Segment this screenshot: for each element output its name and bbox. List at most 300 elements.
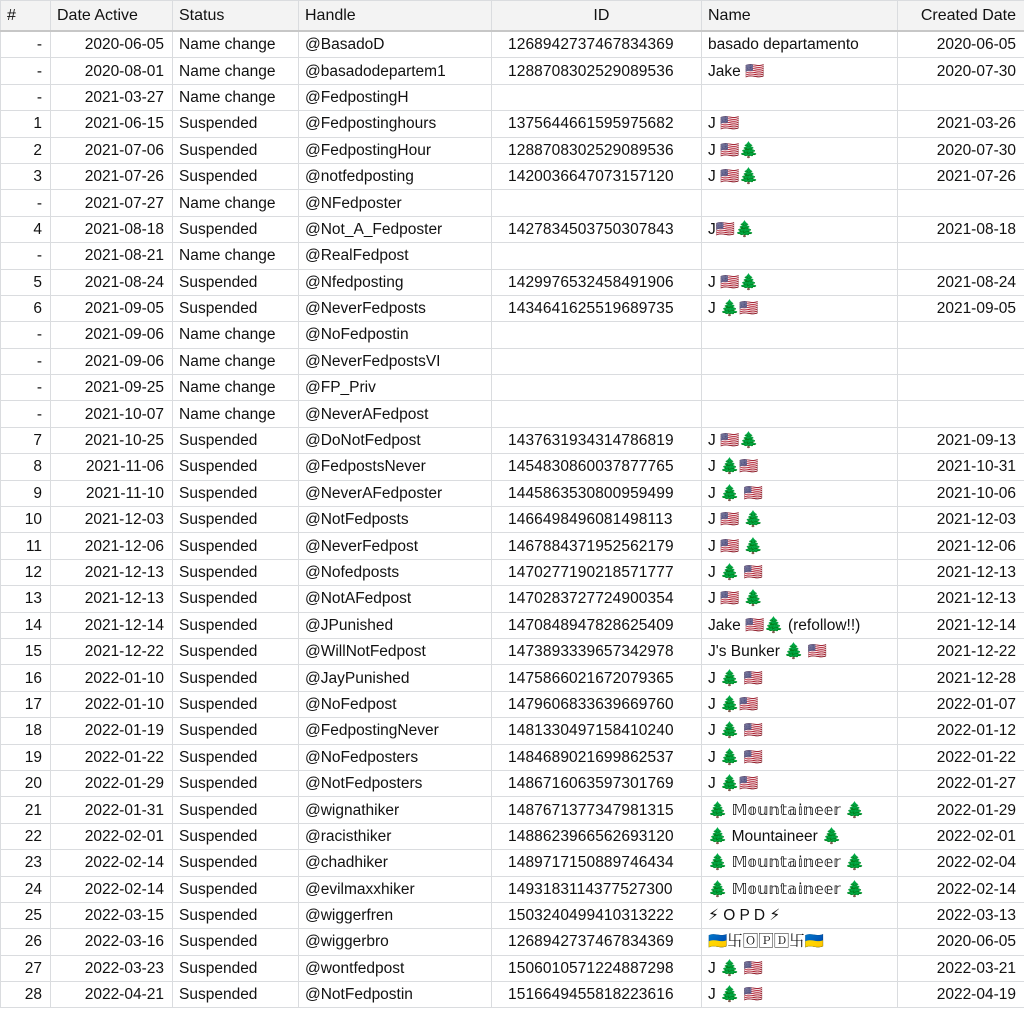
handle-cell[interactable]: @NotFedposts <box>299 507 492 533</box>
id-cell[interactable]: 1288708302529089536 <box>492 137 702 163</box>
name-cell[interactable]: J 🌲 🇺🇸 <box>702 955 898 981</box>
created-date-cell[interactable]: 2021-07-26 <box>898 163 1024 189</box>
status-cell[interactable]: Suspended <box>173 612 299 638</box>
created-date-cell[interactable] <box>898 348 1024 374</box>
table-row <box>1 691 1024 717</box>
status-cell[interactable]: Name change <box>173 190 299 216</box>
status-cell[interactable]: Suspended <box>173 823 299 849</box>
id-cell[interactable]: 1488623966562693120 <box>492 823 702 849</box>
status-cell[interactable]: Suspended <box>173 586 299 612</box>
row-number-cell[interactable]: 15 <box>1 638 51 664</box>
created-date-cell[interactable]: 2021-12-28 <box>898 665 1024 691</box>
status-cell[interactable]: Suspended <box>173 665 299 691</box>
name-cell[interactable]: J 🌲🇺🇸 <box>702 770 898 796</box>
status-cell[interactable]: Name change <box>173 84 299 110</box>
id-cell[interactable] <box>492 322 702 348</box>
id-cell[interactable]: 1268942737467834369 <box>492 31 702 58</box>
id-cell[interactable]: 1429976532458491906 <box>492 269 702 295</box>
date-active-cell[interactable]: 2022-03-23 <box>51 955 173 981</box>
id-cell[interactable]: 1470277190218571777 <box>492 559 702 585</box>
handle-cell[interactable]: @NoFedposters <box>299 744 492 770</box>
column-header-id[interactable]: ID <box>492 1 702 32</box>
row-number-cell[interactable]: 21 <box>1 797 51 823</box>
id-cell[interactable]: 1484689021699862537 <box>492 744 702 770</box>
handle-cell[interactable]: @NeverFedpost <box>299 533 492 559</box>
name-cell[interactable]: 🇺🇦卐🄾🄿🄳卐🇺🇦 <box>702 929 898 955</box>
date-active-cell[interactable]: 2022-02-14 <box>51 850 173 876</box>
id-cell[interactable]: 1427834503750307843 <box>492 216 702 242</box>
status-cell[interactable]: Suspended <box>173 797 299 823</box>
row-number-cell[interactable]: 28 <box>1 982 51 1008</box>
table-row <box>1 559 1024 585</box>
date-active-cell[interactable]: 2021-07-06 <box>51 137 173 163</box>
date-active-cell[interactable]: 2021-08-24 <box>51 269 173 295</box>
created-date-cell[interactable]: 2021-12-13 <box>898 586 1024 612</box>
date-active-cell[interactable]: 2020-08-01 <box>51 58 173 84</box>
status-cell[interactable]: Suspended <box>173 902 299 928</box>
name-cell[interactable] <box>702 348 898 374</box>
row-number-cell[interactable]: 18 <box>1 718 51 744</box>
date-active-cell[interactable]: 2021-12-14 <box>51 612 173 638</box>
date-active-cell[interactable]: 2021-11-06 <box>51 454 173 480</box>
handle-cell[interactable]: @FedpostingHour <box>299 137 492 163</box>
handle-cell[interactable]: @JayPunished <box>299 665 492 691</box>
id-cell[interactable] <box>492 348 702 374</box>
row-number-cell[interactable]: 13 <box>1 586 51 612</box>
row-number-cell[interactable]: 27 <box>1 955 51 981</box>
date-active-cell[interactable]: 2021-10-07 <box>51 401 173 427</box>
id-cell[interactable]: 1493183114377527300 <box>492 876 702 902</box>
row-number-cell[interactable]: - <box>1 401 51 427</box>
name-cell[interactable] <box>702 190 898 216</box>
created-date-cell[interactable]: 2021-10-06 <box>898 480 1024 506</box>
row-number-cell[interactable]: - <box>1 322 51 348</box>
date-active-cell[interactable]: 2021-12-03 <box>51 507 173 533</box>
name-cell[interactable]: 🌲 Mountaineer 🌲 <box>702 823 898 849</box>
id-cell[interactable] <box>492 243 702 269</box>
id-cell[interactable]: 1470848947828625409 <box>492 612 702 638</box>
date-active-cell[interactable]: 2021-09-25 <box>51 375 173 401</box>
date-active-cell[interactable]: 2022-01-10 <box>51 665 173 691</box>
table-row <box>1 163 1024 189</box>
date-active-cell[interactable]: 2022-01-22 <box>51 744 173 770</box>
created-date-cell[interactable]: 2022-03-21 <box>898 955 1024 981</box>
status-cell[interactable]: Suspended <box>173 269 299 295</box>
status-cell[interactable]: Suspended <box>173 137 299 163</box>
handle-cell[interactable]: @Nofedposts <box>299 559 492 585</box>
handle-cell[interactable]: @wiggerfren <box>299 902 492 928</box>
row-number-cell[interactable]: 3 <box>1 163 51 189</box>
created-date-cell[interactable]: 2021-12-22 <box>898 638 1024 664</box>
status-cell[interactable]: Suspended <box>173 163 299 189</box>
status-cell[interactable]: Suspended <box>173 982 299 1008</box>
handle-cell[interactable]: @FP_Priv <box>299 375 492 401</box>
column-header-created-date[interactable]: Created Date <box>898 1 1024 32</box>
id-cell[interactable]: 1437631934314786819 <box>492 427 702 453</box>
date-active-cell[interactable]: 2022-04-21 <box>51 982 173 1008</box>
table-row <box>1 480 1024 506</box>
row-number-cell[interactable]: 16 <box>1 665 51 691</box>
column-header-status[interactable]: Status <box>173 1 299 32</box>
name-cell[interactable]: J 🌲 🇺🇸 <box>702 718 898 744</box>
table-row <box>1 269 1024 295</box>
created-date-cell[interactable]: 2020-06-05 <box>898 929 1024 955</box>
created-date-cell[interactable]: 2021-12-06 <box>898 533 1024 559</box>
handle-cell[interactable]: @NeverFedposts <box>299 295 492 321</box>
table-row <box>1 612 1024 638</box>
table-row <box>1 507 1024 533</box>
date-active-cell[interactable]: 2021-07-27 <box>51 190 173 216</box>
table-row <box>1 58 1024 84</box>
status-cell[interactable]: Suspended <box>173 638 299 664</box>
id-cell[interactable] <box>492 84 702 110</box>
name-cell[interactable] <box>702 322 898 348</box>
table-row <box>1 665 1024 691</box>
table-body <box>1 31 1024 1008</box>
created-date-cell[interactable] <box>898 84 1024 110</box>
name-cell[interactable]: J 🇺🇸🌲 <box>702 163 898 189</box>
created-date-cell[interactable]: 2020-07-30 <box>898 58 1024 84</box>
table-row <box>1 111 1024 137</box>
row-number-cell[interactable]: - <box>1 84 51 110</box>
id-cell[interactable]: 1454830860037877765 <box>492 454 702 480</box>
table-row <box>1 744 1024 770</box>
name-cell[interactable]: J 🌲 🇺🇸 <box>702 982 898 1008</box>
date-active-cell[interactable]: 2021-06-15 <box>51 111 173 137</box>
created-date-cell[interactable]: 2021-09-05 <box>898 295 1024 321</box>
name-cell[interactable]: J 🇺🇸 🌲 <box>702 507 898 533</box>
date-active-cell[interactable]: 2021-03-27 <box>51 84 173 110</box>
created-date-cell[interactable]: 2021-03-26 <box>898 111 1024 137</box>
handle-cell[interactable]: @evilmaxxhiker <box>299 876 492 902</box>
handle-cell[interactable]: @notfedposting <box>299 163 492 189</box>
table-row <box>1 797 1024 823</box>
status-cell[interactable]: Suspended <box>173 929 299 955</box>
status-cell[interactable]: Name change <box>173 375 299 401</box>
handle-cell[interactable]: @wiggerbro <box>299 929 492 955</box>
row-number-cell[interactable]: 8 <box>1 454 51 480</box>
date-active-cell[interactable]: 2021-11-10 <box>51 480 173 506</box>
table-row <box>1 190 1024 216</box>
name-cell[interactable] <box>702 84 898 110</box>
created-date-cell[interactable] <box>898 190 1024 216</box>
row-number-cell[interactable]: - <box>1 58 51 84</box>
created-date-cell[interactable]: 2022-01-27 <box>898 770 1024 796</box>
table-row <box>1 982 1024 1008</box>
table-row <box>1 375 1024 401</box>
id-cell[interactable]: 1486716063597301769 <box>492 770 702 796</box>
created-date-cell[interactable]: 2022-01-29 <box>898 797 1024 823</box>
column-header-name[interactable]: Name <box>702 1 898 32</box>
row-number-cell[interactable]: 10 <box>1 507 51 533</box>
handle-cell[interactable]: @wignathiker <box>299 797 492 823</box>
created-date-cell[interactable] <box>898 322 1024 348</box>
name-cell[interactable]: ⚡ O P D ⚡ <box>702 902 898 928</box>
name-cell[interactable] <box>702 401 898 427</box>
name-cell[interactable]: J 🌲🇺🇸 <box>702 454 898 480</box>
id-cell[interactable]: 1445863530800959499 <box>492 480 702 506</box>
table-row <box>1 84 1024 110</box>
name-cell[interactable]: J 🌲🇺🇸 <box>702 295 898 321</box>
date-active-cell[interactable]: 2021-07-26 <box>51 163 173 189</box>
created-date-cell[interactable] <box>898 243 1024 269</box>
id-cell[interactable]: 1466498496081498113 <box>492 507 702 533</box>
handle-cell[interactable]: @FedpostsNever <box>299 454 492 480</box>
handle-cell[interactable]: @chadhiker <box>299 850 492 876</box>
name-cell[interactable]: J 🌲 🇺🇸 <box>702 744 898 770</box>
date-active-cell[interactable]: 2021-09-06 <box>51 348 173 374</box>
row-number-cell[interactable]: 4 <box>1 216 51 242</box>
row-number-cell[interactable]: 2 <box>1 137 51 163</box>
table-row <box>1 876 1024 902</box>
table-row <box>1 427 1024 453</box>
id-cell[interactable] <box>492 375 702 401</box>
created-date-cell[interactable]: 2022-01-22 <box>898 744 1024 770</box>
id-cell[interactable] <box>492 401 702 427</box>
handle-cell[interactable]: @WillNotFedpost <box>299 638 492 664</box>
column-header-handle[interactable]: Handle <box>299 1 492 32</box>
name-cell[interactable]: Jake 🇺🇸 <box>702 58 898 84</box>
status-cell[interactable]: Suspended <box>173 533 299 559</box>
id-cell[interactable]: 1516649455818223616 <box>492 982 702 1008</box>
handle-cell[interactable]: @DoNotFedpost <box>299 427 492 453</box>
id-cell[interactable] <box>492 190 702 216</box>
name-cell[interactable]: basado departamento <box>702 31 898 58</box>
handle-cell[interactable]: @RealFedpost <box>299 243 492 269</box>
handle-cell[interactable]: @NeverAFedpost <box>299 401 492 427</box>
date-active-cell[interactable]: 2022-02-14 <box>51 876 173 902</box>
id-cell[interactable]: 1420036647073157120 <box>492 163 702 189</box>
handle-cell[interactable]: @NeverFedpostsVI <box>299 348 492 374</box>
header-row <box>1 1 1024 32</box>
status-cell[interactable]: Suspended <box>173 427 299 453</box>
name-cell[interactable]: J 🌲🇺🇸 <box>702 691 898 717</box>
row-number-cell[interactable]: - <box>1 375 51 401</box>
row-number-cell[interactable]: 12 <box>1 559 51 585</box>
handle-cell[interactable]: @NoFedpost <box>299 691 492 717</box>
date-active-cell[interactable]: 2022-03-15 <box>51 902 173 928</box>
handle-cell[interactable]: @Not_A_Fedposter <box>299 216 492 242</box>
table-row <box>1 295 1024 321</box>
id-cell[interactable]: 1475866021672079365 <box>492 665 702 691</box>
id-cell[interactable]: 1479606833639669760 <box>492 691 702 717</box>
row-number-cell[interactable]: 24 <box>1 876 51 902</box>
created-date-cell[interactable]: 2022-02-14 <box>898 876 1024 902</box>
name-cell[interactable]: J🇺🇸🌲 <box>702 216 898 242</box>
id-cell[interactable]: 1467884371952562179 <box>492 533 702 559</box>
status-cell[interactable]: Suspended <box>173 507 299 533</box>
handle-cell[interactable]: @racisthiker <box>299 823 492 849</box>
id-cell[interactable]: 1268942737467834369 <box>492 929 702 955</box>
name-cell[interactable]: 🌲 𝕄𝕠𝕦𝕟𝕥𝕒𝕚𝕟𝕖𝕖𝕣 🌲 <box>702 797 898 823</box>
date-active-cell[interactable]: 2022-01-29 <box>51 770 173 796</box>
column-header-date-active[interactable]: Date Active <box>51 1 173 32</box>
created-date-cell[interactable]: 2021-12-14 <box>898 612 1024 638</box>
row-number-cell[interactable]: - <box>1 348 51 374</box>
date-active-cell[interactable]: 2021-12-06 <box>51 533 173 559</box>
status-cell[interactable]: Suspended <box>173 295 299 321</box>
handle-cell[interactable]: @basadodepartem1 <box>299 58 492 84</box>
status-cell[interactable]: Name change <box>173 243 299 269</box>
created-date-cell[interactable]: 2021-10-31 <box>898 454 1024 480</box>
row-number-cell[interactable]: - <box>1 190 51 216</box>
created-date-cell[interactable]: 2021-09-13 <box>898 427 1024 453</box>
name-cell[interactable]: 🌲 𝕄𝕠𝕦𝕟𝕥𝕒𝕚𝕟𝕖𝕖𝕣 🌲 <box>702 876 898 902</box>
created-date-cell[interactable]: 2020-06-05 <box>898 31 1024 58</box>
table-row <box>1 137 1024 163</box>
handle-cell[interactable]: @FedpostingH <box>299 84 492 110</box>
name-cell[interactable]: Jake 🇺🇸🌲 (refollow!!) <box>702 612 898 638</box>
table-row <box>1 638 1024 664</box>
created-date-cell[interactable]: 2021-12-13 <box>898 559 1024 585</box>
created-date-cell[interactable]: 2022-02-01 <box>898 823 1024 849</box>
id-cell[interactable]: 1288708302529089536 <box>492 58 702 84</box>
id-cell[interactable]: 1506010571224887298 <box>492 955 702 981</box>
name-cell[interactable]: J 🇺🇸 <box>702 111 898 137</box>
created-date-cell[interactable]: 2022-01-12 <box>898 718 1024 744</box>
name-cell[interactable] <box>702 243 898 269</box>
handle-cell[interactable]: @NoFedpostin <box>299 322 492 348</box>
date-active-cell[interactable]: 2020-06-05 <box>51 31 173 58</box>
id-cell[interactable]: 1503240499410313222 <box>492 902 702 928</box>
created-date-cell[interactable]: 2021-08-24 <box>898 269 1024 295</box>
table-row <box>1 718 1024 744</box>
table-row <box>1 823 1024 849</box>
table-row <box>1 31 1024 58</box>
status-cell[interactable]: Suspended <box>173 691 299 717</box>
name-cell[interactable]: J 🌲 🇺🇸 <box>702 559 898 585</box>
name-cell[interactable]: 🌲 𝕄𝕠𝕦𝕟𝕥𝕒𝕚𝕟𝕖𝕖𝕣 🌲 <box>702 850 898 876</box>
row-number-cell[interactable]: - <box>1 31 51 58</box>
row-number-cell[interactable]: 5 <box>1 269 51 295</box>
date-active-cell[interactable]: 2022-01-10 <box>51 691 173 717</box>
handle-cell[interactable]: @BasadoD <box>299 31 492 58</box>
name-cell[interactable]: J 🇺🇸🌲 <box>702 427 898 453</box>
handle-cell[interactable]: @FedpostingNever <box>299 718 492 744</box>
status-cell[interactable]: Suspended <box>173 454 299 480</box>
created-date-cell[interactable]: 2020-07-30 <box>898 137 1024 163</box>
status-cell[interactable]: Suspended <box>173 955 299 981</box>
date-active-cell[interactable]: 2021-09-06 <box>51 322 173 348</box>
name-cell[interactable]: J's Bunker 🌲 🇺🇸 <box>702 638 898 664</box>
handle-cell[interactable]: @NotFedpostin <box>299 982 492 1008</box>
date-active-cell[interactable]: 2022-01-31 <box>51 797 173 823</box>
date-active-cell[interactable]: 2022-02-01 <box>51 823 173 849</box>
row-number-cell[interactable]: - <box>1 243 51 269</box>
row-number-cell[interactable]: 1 <box>1 111 51 137</box>
date-active-cell[interactable]: 2021-12-13 <box>51 586 173 612</box>
handle-cell[interactable]: @Nfedposting <box>299 269 492 295</box>
created-date-cell[interactable]: 2022-02-04 <box>898 850 1024 876</box>
id-cell[interactable]: 1487671377347981315 <box>492 797 702 823</box>
row-number-cell[interactable]: 20 <box>1 770 51 796</box>
status-cell[interactable]: Suspended <box>173 480 299 506</box>
table-row <box>1 929 1024 955</box>
created-date-cell[interactable]: 2022-01-07 <box>898 691 1024 717</box>
row-number-cell[interactable]: 19 <box>1 744 51 770</box>
status-cell[interactable]: Suspended <box>173 559 299 585</box>
row-number-cell[interactable]: 23 <box>1 850 51 876</box>
created-date-cell[interactable]: 2021-12-03 <box>898 507 1024 533</box>
date-active-cell[interactable]: 2021-10-25 <box>51 427 173 453</box>
column-header-number[interactable]: # <box>1 1 51 32</box>
id-cell[interactable]: 1481330497158410240 <box>492 718 702 744</box>
name-cell[interactable]: J 🌲 🇺🇸 <box>702 665 898 691</box>
status-cell[interactable]: Name change <box>173 31 299 58</box>
table-row <box>1 955 1024 981</box>
table-row <box>1 243 1024 269</box>
handle-cell[interactable]: @NeverAFedposter <box>299 480 492 506</box>
date-active-cell[interactable]: 2022-03-16 <box>51 929 173 955</box>
id-cell[interactable]: 1434641625519689735 <box>492 295 702 321</box>
status-cell[interactable]: Suspended <box>173 850 299 876</box>
status-cell[interactable]: Suspended <box>173 111 299 137</box>
row-number-cell[interactable]: 11 <box>1 533 51 559</box>
date-active-cell[interactable]: 2021-12-22 <box>51 638 173 664</box>
handle-cell[interactable]: @JPunished <box>299 612 492 638</box>
row-number-cell[interactable]: 25 <box>1 902 51 928</box>
table-row <box>1 401 1024 427</box>
name-cell[interactable]: J 🇺🇸🌲 <box>702 137 898 163</box>
date-active-cell[interactable]: 2021-09-05 <box>51 295 173 321</box>
date-active-cell[interactable]: 2021-12-13 <box>51 559 173 585</box>
date-active-cell[interactable]: 2021-08-21 <box>51 243 173 269</box>
handle-cell[interactable]: @Fedpostinghours <box>299 111 492 137</box>
table-row <box>1 216 1024 242</box>
id-cell[interactable]: 1473893339657342978 <box>492 638 702 664</box>
date-active-cell[interactable]: 2021-08-18 <box>51 216 173 242</box>
name-cell[interactable]: J 🇺🇸🌲 <box>702 269 898 295</box>
status-cell[interactable]: Name change <box>173 401 299 427</box>
name-cell[interactable]: J 🌲 🇺🇸 <box>702 480 898 506</box>
status-cell[interactable]: Suspended <box>173 744 299 770</box>
row-number-cell[interactable]: 6 <box>1 295 51 321</box>
id-cell[interactable]: 1375644661595975682 <box>492 111 702 137</box>
name-cell[interactable] <box>702 375 898 401</box>
handle-cell[interactable]: @NFedposter <box>299 190 492 216</box>
status-cell[interactable]: Suspended <box>173 216 299 242</box>
row-number-cell[interactable]: 26 <box>1 929 51 955</box>
row-number-cell[interactable]: 17 <box>1 691 51 717</box>
date-active-cell[interactable]: 2022-01-19 <box>51 718 173 744</box>
row-number-cell[interactable]: 7 <box>1 427 51 453</box>
status-cell[interactable]: Suspended <box>173 876 299 902</box>
status-cell[interactable]: Suspended <box>173 718 299 744</box>
created-date-cell[interactable]: 2021-08-18 <box>898 216 1024 242</box>
table-row <box>1 586 1024 612</box>
handle-cell[interactable]: @NotFedposters <box>299 770 492 796</box>
id-cell[interactable]: 1489717150889746434 <box>492 850 702 876</box>
status-cell[interactable]: Name change <box>173 322 299 348</box>
status-cell[interactable]: Name change <box>173 348 299 374</box>
row-number-cell[interactable]: 14 <box>1 612 51 638</box>
id-cell[interactable]: 1470283727724900354 <box>492 586 702 612</box>
row-number-cell[interactable]: 22 <box>1 823 51 849</box>
created-date-cell[interactable]: 2022-04-19 <box>898 982 1024 1008</box>
created-date-cell[interactable] <box>898 401 1024 427</box>
name-cell[interactable]: J 🇺🇸 🌲 <box>702 533 898 559</box>
table-row <box>1 322 1024 348</box>
created-date-cell[interactable]: 2022-03-13 <box>898 902 1024 928</box>
handle-cell[interactable]: @wontfedpost <box>299 955 492 981</box>
name-cell[interactable]: J 🇺🇸 🌲 <box>702 586 898 612</box>
created-date-cell[interactable] <box>898 375 1024 401</box>
row-number-cell[interactable]: 9 <box>1 480 51 506</box>
status-cell[interactable]: Suspended <box>173 770 299 796</box>
table-row <box>1 770 1024 796</box>
handle-cell[interactable]: @NotAFedpost <box>299 586 492 612</box>
status-cell[interactable]: Name change <box>173 58 299 84</box>
